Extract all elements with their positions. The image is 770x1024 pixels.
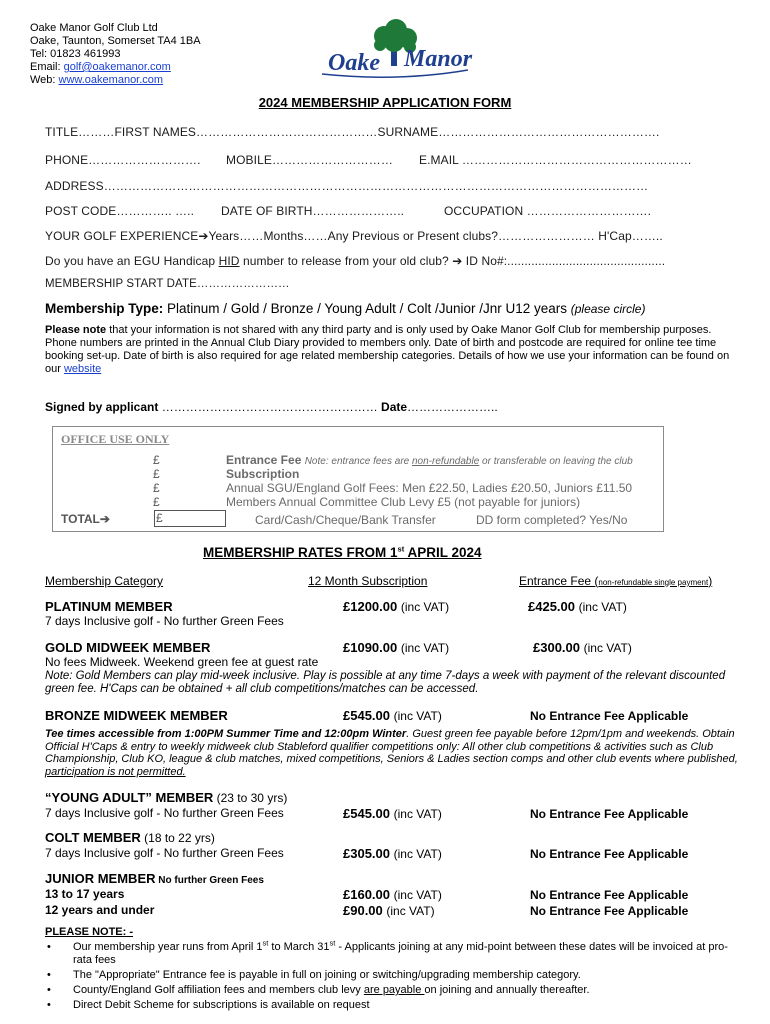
golf-experience-field[interactable]: YOUR GOLF EXPERIENCE➔Years……Months……Any Previous or Present clubs?…………………… H'Cap…….. (45, 229, 663, 243)
col-category: Membership Category (45, 574, 164, 588)
note-membership-year: • Our membership year runs from April 1st to March 31st - Applicants joining at any mid-point between these dates will be invoiced at pro-rata fees (45, 941, 745, 967)
junior-13-17: 13 to 17 years (45, 887, 125, 901)
junior-under-12: 12 years and under (45, 903, 155, 917)
junior-name: JUNIOR MEMBER No further Green Fees (45, 871, 264, 886)
junior-under-12-fee: No Entrance Fee Applicable (530, 904, 689, 918)
gold-price: £1090.00 (inc VAT) (343, 640, 450, 655)
young-adult-price: £545.00 (inc VAT) (343, 806, 442, 821)
postcode-field[interactable]: POST CODE………….. ….. (45, 204, 195, 218)
name-fields[interactable]: TITLE………FIRST NAMES………………………………………SURNAME………………………………………………. (45, 125, 660, 139)
total-pound: £ (156, 511, 163, 525)
dd-form-status: DD form completed? Yes/No (476, 513, 628, 527)
total-label: TOTAL➔ (61, 512, 110, 526)
rates-title: MEMBERSHIP RATES FROM 1st APRIL 2024 (203, 544, 482, 560)
platinum-price: £1200.00 (inc VAT) (343, 599, 450, 614)
start-date-field[interactable]: MEMBERSHIP START DATE…………………… (45, 278, 290, 290)
subscription-pound: £ (153, 467, 160, 481)
phone-field[interactable]: PHONE………………………. (45, 153, 201, 167)
logo-wordmark: Oake (328, 50, 380, 76)
subscription-line: Subscription (226, 467, 300, 481)
address-field[interactable]: ADDRESS……………………………………………………………………………………………………………………… (45, 179, 649, 193)
please-note-section (45, 926, 745, 1014)
club-web-line: Web: www.oakemanor.com (30, 74, 164, 86)
bronze-price: £545.00 (inc VAT) (343, 708, 442, 723)
oake-manor-logo (318, 18, 478, 82)
col-subscription: 12 Month Subscription (308, 574, 428, 588)
website-link[interactable]: www.oakemanor.com (58, 74, 164, 86)
platinum-desc: 7 days Inclusive golf - No further Green Fees (45, 614, 284, 628)
colt-name: COLT MEMBER (18 to 22 yrs) (45, 830, 215, 845)
please-note-heading: PLEASE NOTE: - (45, 926, 134, 938)
total-input[interactable] (154, 510, 226, 527)
club-email-line: Email: golf@oakemanor.com (30, 61, 171, 73)
note-affiliation-fees: • County/England Golf affiliation fees and members club levy are payable on joining and annually thereafter. (45, 984, 745, 997)
bronze-name: BRONZE MIDWEEK MEMBER (45, 708, 228, 723)
levy-line: Members Annual Committee Club Levy £5 (not payable for juniors) (226, 495, 581, 509)
entrance-fee-line: Entrance Fee Note: entrance fees are non-refundable or transferable on leaving the club (226, 453, 633, 467)
office-use-title: OFFICE USE ONLY (61, 432, 170, 446)
svg-text:Manor: Manor (404, 46, 473, 72)
club-address: Oake, Taunton, Somerset TA4 1BA (30, 35, 201, 47)
company-name: Oake Manor Golf Club Ltd (30, 22, 158, 34)
club-contact-details (30, 22, 201, 87)
signature-line[interactable]: Signed by applicant ……………………………………………… Date………………….. (45, 400, 498, 414)
email-link[interactable]: golf@oakemanor.com (63, 61, 171, 73)
payment-method: Card/Cash/Cheque/Bank Transfer (255, 513, 436, 527)
platinum-fee: £425.00 (inc VAT) (528, 599, 627, 614)
levy-pound: £ (153, 495, 160, 509)
young-adult-fee: No Entrance Fee Applicable (530, 807, 689, 821)
gold-name: GOLD MIDWEEK MEMBER (45, 640, 211, 655)
mobile-field[interactable]: MOBILE………………………… (226, 153, 393, 167)
platinum-name: PLATINUM MEMBER (45, 599, 173, 614)
privacy-note: Please note that your information is not shared with any third party and is only used by Oake Manor Golf Club for membership purposes. Phone numbers are printed in the Annual Club Diary provided to members only. Date of birth and postcode are required for online tee time booking set-up. Date of birth is also required for age related membership categories. Details of how we use your information can be found on our website (45, 324, 730, 375)
bronze-fee: No Entrance Fee Applicable (530, 709, 689, 723)
entrance-fee-pound: £ (153, 453, 160, 467)
handicap-id-field[interactable]: Do you have an EGU Handicap HID number to release from your old club? ➔ ID No#:.............................................. (45, 254, 666, 268)
young-adult-desc: 7 days Inclusive golf - No further Green Fees (45, 806, 284, 820)
gold-desc: No fees Midweek. Weekend green fee at guest rate (45, 655, 319, 669)
membership-type-selector[interactable]: Membership Type: Platinum / Gold / Bronze / Young Adult / Colt /Junior /Jnr U12 years (please circle) (45, 301, 646, 316)
note-entrance-fee: • The "Appropriate" Entrance fee is payable in full on joining or switching/upgrading membership category. (45, 969, 745, 982)
affiliation-line: Annual SGU/England Golf Fees: Men £22.50, Ladies £20.50, Juniors £11.50 (226, 481, 633, 495)
privacy-website-link[interactable]: website (63, 363, 102, 375)
col-entrance-fee: Entrance Fee (non-refundable single payment) (519, 574, 713, 588)
note-direct-debit: • Direct Debit Scheme for subscriptions is available on request (45, 999, 745, 1012)
bronze-note: Tee times accessible from 1:00PM Summer Time and 12:00pm Winter. Guest green fee payable before 12pm/1pm and weekends. Obtain Official H'Caps & entry to weekly midweek club Stableford qualifier competitions only: All other club competitions & activities such as Club Championship, Club KO, league & club matches, mixed competitions, Seniors & Ladies section comps and other club events where published, participation is not permitted. (45, 728, 738, 778)
junior-13-17-fee: No Entrance Fee Applicable (530, 888, 689, 902)
club-phone: Tel: 01823 461993 (30, 48, 121, 60)
colt-desc: 7 days Inclusive golf - No further Green Fees (45, 846, 284, 860)
colt-fee: No Entrance Fee Applicable (530, 847, 689, 861)
occupation-field[interactable]: OCCUPATION …………………………. (444, 204, 652, 218)
gold-fee: £300.00 (inc VAT) (533, 640, 632, 655)
gold-note: Note: Gold Members can play mid-week inclusive. Play is possible at any time 7-days a week with payment of the relevant discounted green fee. H'Caps can be obtained + all club competitions/matches can be accessed. (45, 670, 726, 695)
affiliation-pound: £ (153, 481, 160, 495)
form-title: 2024 MEMBERSHIP APPLICATION FORM (258, 95, 512, 110)
colt-price: £305.00 (inc VAT) (343, 846, 442, 861)
email-field[interactable]: E.MAIL ………………………………………………… (419, 153, 692, 167)
dob-field[interactable]: DATE OF BIRTH………………….. (221, 204, 405, 218)
junior-13-17-price: £160.00 (inc VAT) (343, 887, 442, 902)
young-adult-name: “YOUNG ADULT” MEMBER (23 to 30 yrs) (45, 790, 288, 805)
junior-under-12-price: £90.00 (inc VAT) (343, 903, 435, 918)
